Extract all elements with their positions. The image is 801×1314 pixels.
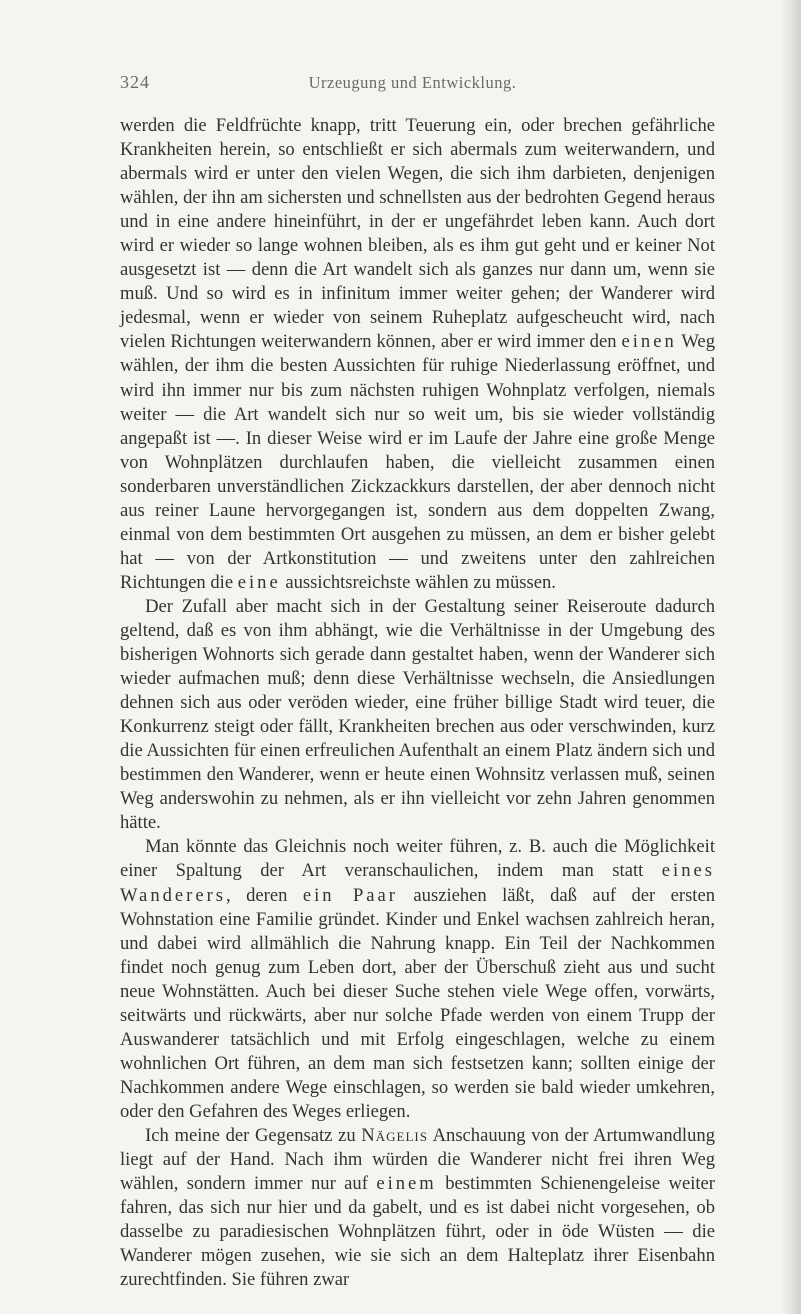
paragraph-4: Ich meine der Gegensatz zu Nägelis Anschauung von der Artumwandlung liegt auf der Hand. Nach ihm würden die Wanderer nicht frei ihren Weg wählen, sondern immer nur auf einem bestimmten Schienengeleise weiter fahren, das sich nur hier und da gabelt, und es ist dabei nicht vorgesehen, ob dasselbe zu paradiesischen Wohnplätzen führt, oder in öde Wüsten — die Wanderer mögen zusehen, wie sie sich an dem Halteplatz ihrer Eisenbahn zurechtfinden. Sie führen zwar <box>120 1124 715 1291</box>
emphasis-spaced: eines Wanderers <box>120 860 715 906</box>
page-number: 324 <box>120 72 150 92</box>
author-name-smallcaps: Nägelis <box>361 1124 428 1146</box>
body-text <box>120 114 715 1292</box>
emphasis-spaced: eine <box>237 571 281 593</box>
emphasis-spaced: ein Paar <box>302 884 398 906</box>
emphasis-spaced: einen <box>621 331 677 353</box>
paragraph-2: Der Zufall aber macht sich in der Gestaltung seiner Reiseroute dadurch geltend, daß es von ihm abhängt, wie die Verhältnisse in der Umgebung des bisherigen Wohnorts sich gerade dann gestaltet haben, wenn der Wanderer sich wieder aufmachen muß; denn diese Verhältnisse wechseln, die Ansiedlungen dehnen sich aus oder veröden wieder, eine früher billige Stadt wird teuer, die Konkurrenz steigt oder fällt, Krankheiten brechen aus oder verschwinden, kurz die Aussichten für einen erfreulichen Aufenthalt an einem Platz ändern sich und bestimmen den Wanderer, wenn er heute einen Wohnsitz verlassen muß, seinen Weg anderswohin zu nehmen, als er ihn vielleicht vor zehn Jahren genommen hätte. <box>120 595 715 834</box>
running-title: Urzeugung und Entwicklung. <box>308 73 517 92</box>
page-edge-shadow <box>781 0 801 1314</box>
paragraph-3: Man könnte das Gleichnis noch weiter führen, z. B. auch die Möglichkeit einer Spaltung der Art veranschaulichen, indem man statt eines Wanderers, deren ein Paar ausziehen läßt, daß auf der ersten Wohnstation eine Familie gründet. Kinder und Enkel wachsen zahlreich heran, und dabei wird allmählich die Nahrung knapp. Ein Teil der Nachkommen findet noch genug zum Leben dort, aber der Überschuß zieht aus und sucht neue Wohnstätten. Auch bei dieser Suche stehen viele Wege offen, vorwärts, seitwärts und rückwärts, aber nur solche Pfade werden von einem Trupp der Auswanderer tatsächlich und mit Erfolg eingeschlagen, welche zu einem wohnlichen Ort führen, an dem man sich festsetzen kann; sollten einige der Nachkommen andere Wege einschlagen, so werden sie bald wieder umkehren, oder den Gefahren des Weges erliegen. <box>120 836 716 1122</box>
emphasis-spaced: einem <box>376 1173 437 1195</box>
paragraph-1: werden die Feldfrüchte knapp, tritt Teuerung ein, oder brechen gefährliche Krankheiten herein, so entschließt er sich abermals zum weiterwandern, und abermals wird er unter den vielen Wegen, die sich ihm darbieten, denjenigen wählen, der ihn am sichersten und schnellsten aus der bedrohten Gegend heraus und in eine andere hineinführt, in der er ungefährdet leben kann. Auch dort wird er wieder so lange wohnen bleiben, als es ihm gut geht und er keiner Not ausgesetzt ist — denn die Art wandelt sich als ganzes nur dann um, wenn sie muß. Und so wird es in infinitum immer weiter gehen; der Wanderer wird jedesmal, wenn er wieder von seinem Ruheplatz aufgescheucht wird, nach vielen Richtungen weiterwandern können, aber er wird immer den einen Weg wählen, der ihm die besten Aussichten für ruhige Niederlassung eröffnet, und wird ihn immer nur bis zum nächsten ruhigen Wohnplatz verfolgen, niemals weiter — die Art wandelt sich nur so weit um, bis sie wieder vollständig angepaßt ist —. In dieser Weise wird er im Laufe der Jahre eine große Menge von Wohnplätzen durchlaufen haben, die vielleicht zusammen einen sonderbaren unverständlichen Zickzackkurs darstellen, der aber dennoch nicht aus reiner Laune hervorgegangen ist, sondern aus dem doppelten Zwang, einmal von dem bestimmten Ort ausgehen zu müssen, an dem er bisher gelebt hat — von der Artkonstitution — und zweitens unter den zahlreichen Richtungen die eine aussichtsreichste wählen zu müssen. <box>120 115 715 593</box>
